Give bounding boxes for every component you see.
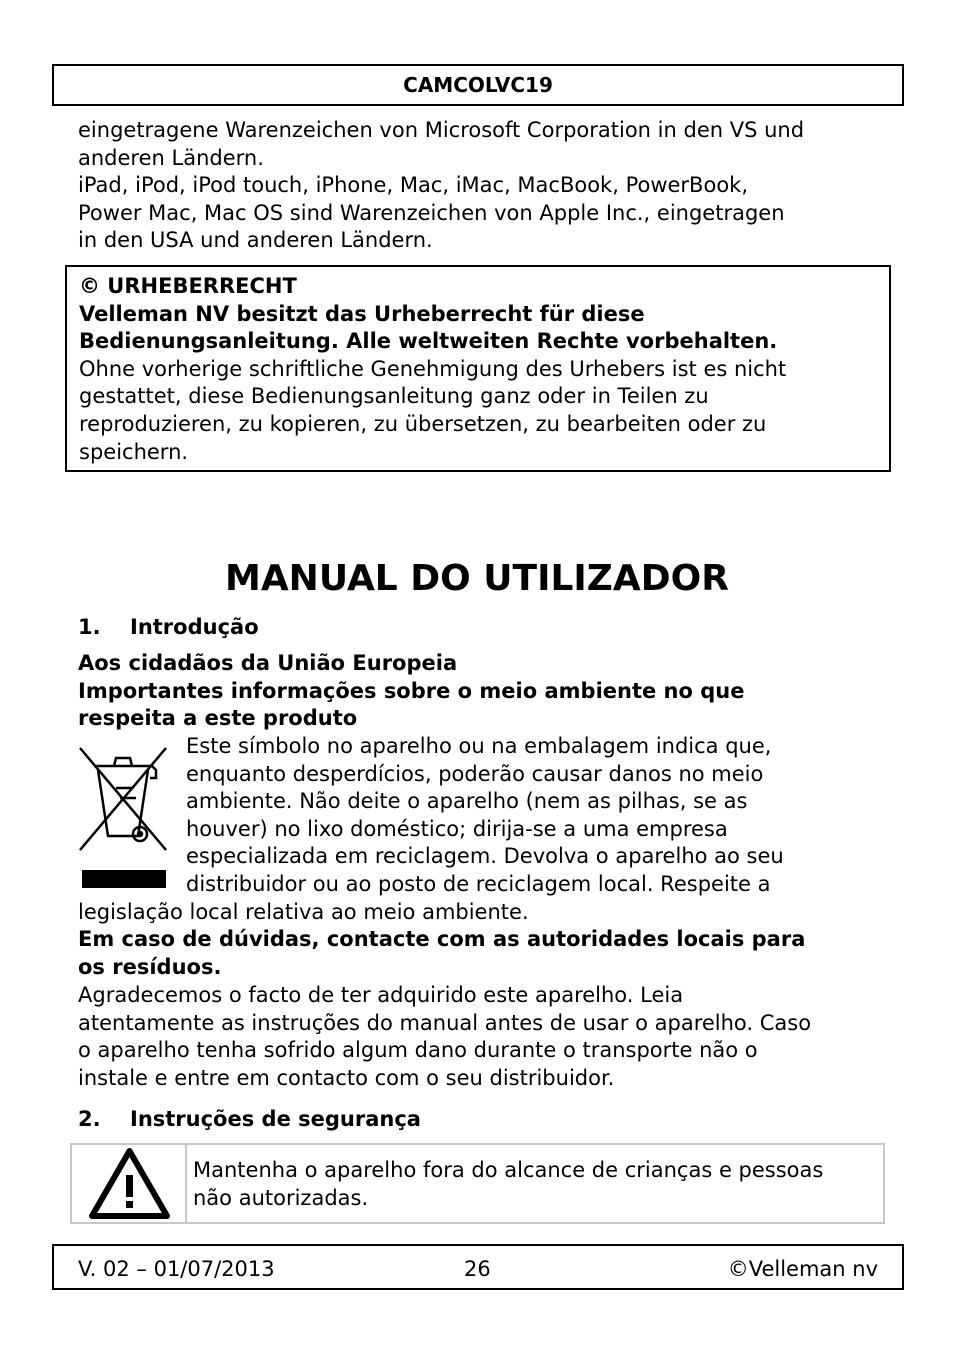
eu-notice-heading: [78, 650, 878, 733]
thanks-paragraph: [78, 982, 888, 1092]
text-line: Velleman NV besitzt das Urheberrecht für diese: [79, 301, 645, 326]
text-line: Agradecemos o facto de ter adquirido este aparelho. Leia: [78, 983, 684, 1007]
page-title: MANUAL DO UTILIZADOR: [225, 558, 729, 599]
text-line: Em caso de dúvidas, contacte com as autoridades locais para: [78, 927, 806, 951]
weee-description: [186, 733, 876, 899]
text-line: não autorizadas.: [193, 1185, 369, 1210]
text-line: reproduzieren, zu kopieren, zu übersetzen, zu bearbeiten oder zu: [79, 411, 767, 436]
text-line: Power Mac, Mac OS sind Warenzeichen von Apple Inc., eingetragen: [78, 200, 785, 225]
text-line: especializada em reciclagem. Devolva o aparelho ao seu: [186, 844, 784, 869]
copyright-box: [65, 265, 891, 472]
text-line: Ohne vorherige schriftliche Genehmigung des Urhebers ist es nicht: [79, 356, 787, 381]
section-label: Instruções de segurança: [130, 1107, 421, 1131]
section-label: Introdução: [130, 615, 259, 639]
text-line: enquanto desperdícios, poderão causar danos no meio: [186, 761, 764, 786]
warning-icon-cell: [72, 1145, 187, 1222]
text-line: Este símbolo no aparelho ou na embalagem indica que,: [186, 734, 772, 758]
safety-warning-table: [70, 1143, 885, 1224]
text-line: anderen Ländern.: [78, 145, 264, 170]
text-line: Aos cidadãos da União Europeia: [78, 651, 458, 675]
text-line: iPad, iPod, iPod touch, iPhone, Mac, iMac, MacBook, PowerBook,: [78, 173, 749, 198]
contact-authorities-notice: [78, 926, 888, 981]
section-heading-introducao: [78, 614, 878, 642]
text-line: atentamente as instruções do manual antes de usar o aparelho. Caso: [78, 1010, 812, 1035]
version-date: V. 02 – 01/07/2013: [78, 1257, 275, 1281]
text-line: Bedienungsanleitung. Alle weltweiten Rechte vorbehalten.: [79, 329, 778, 354]
crossed-out-wheelie-bin-icon: [76, 740, 170, 890]
text-line: legislação local relativa ao meio ambiente.: [78, 900, 529, 924]
copyright-heading: © URHEBERRECHT: [79, 274, 297, 298]
section-heading-seguranca: [78, 1106, 878, 1134]
page-number: 26: [464, 1257, 491, 1281]
page-header: [52, 64, 904, 106]
text-line: ambiente. Não deite o aparelho (nem as pilhas, se as: [186, 789, 748, 814]
text-line: gestattet, diese Bedienungsanleitung ganz oder in Teilen zu: [79, 384, 709, 409]
text-line: speichern.: [79, 439, 189, 464]
page-footer: [52, 1244, 904, 1290]
model-number: CAMCOLVC19: [403, 73, 553, 97]
section-number: 1.: [78, 615, 101, 639]
text-line: os resíduos.: [78, 954, 222, 979]
warning-triangle-icon: [72, 1145, 187, 1222]
text-line: respeita a este produto: [78, 706, 358, 731]
text-line: eingetragene Warenzeichen von Microsoft Corporation in den VS und: [78, 118, 805, 142]
text-line: Mantenha o aparelho fora do alcance de crianças e pessoas: [193, 1158, 824, 1182]
text-line: instale e entre em contacto com o seu distribuidor.: [78, 1065, 615, 1090]
warning-text: [193, 1157, 883, 1212]
text-line: o aparelho tenha sofrido algum dano durante o transporte não o: [78, 1038, 758, 1063]
trademark-notice: [78, 117, 888, 255]
text-line: distribuidor ou ao posto de reciclagem local. Respeite a: [186, 871, 771, 896]
section-number: 2.: [78, 1107, 101, 1131]
text-line: in den USA und anderen Ländern.: [78, 228, 433, 253]
text-line: Importantes informações sobre o meio ambiente no que: [78, 678, 745, 703]
footer-copyright: ©Velleman nv: [727, 1257, 878, 1281]
text-line: houver) no lixo doméstico; dirija-se a uma empresa: [186, 816, 728, 841]
